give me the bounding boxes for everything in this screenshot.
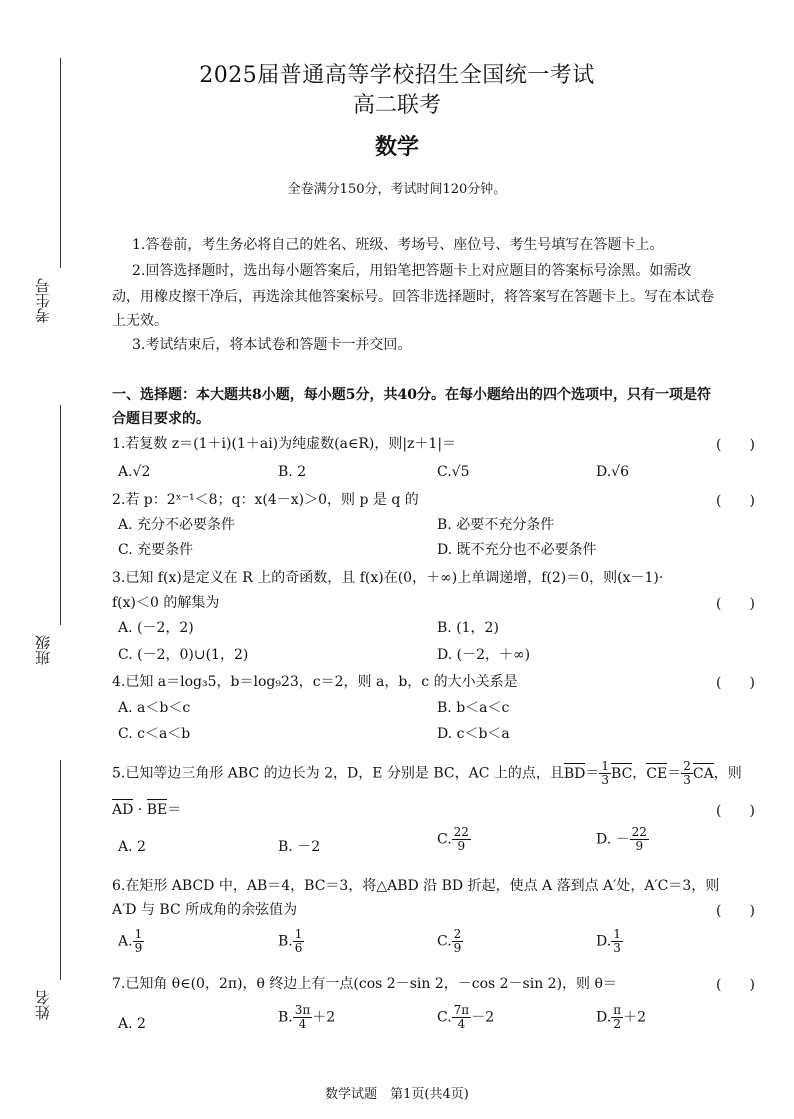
q6-stem: 6.在矩形 ABCD 中，AB＝4，BC＝3，将△ABD 沿 BD 折起，使点 A 落到点 A′处，A′C＝3，则 [112, 878, 720, 894]
margin-line-top [60, 58, 61, 268]
numerator: 22 [631, 825, 647, 839]
denominator: 9 [635, 839, 644, 853]
dot-operator: · [133, 802, 147, 818]
q2-option-a: A. 充分不必要条件 [118, 517, 236, 533]
vector-bd: BD [564, 762, 586, 786]
q1-answer-blank: ( ) [716, 437, 755, 453]
q7-answer-blank: ( ) [716, 977, 755, 993]
option-letter: A. [118, 933, 133, 950]
exam-title: 2025届普通高等学校招生全国统一考试 [199, 63, 595, 88]
q6-stem-cont: A′D 与 BC 所成角的余弦值为 [112, 902, 298, 918]
vector-bc: BC [611, 762, 632, 786]
fraction [293, 928, 305, 955]
subject-title: 数学 [374, 134, 419, 160]
q7-option-c [437, 1004, 494, 1031]
q3-option-c: C. (－2，0)∪(1，2) [118, 647, 249, 663]
option-letter: C. [437, 831, 452, 848]
q3-answer-blank: ( ) [716, 596, 755, 612]
denominator: 2 [613, 1017, 621, 1031]
note-1: 1.答卷前，考生务必将自己的姓名、班级、考场号、座位号、考生号填写在答题卡上。 [132, 237, 664, 253]
q5-stem-cont [112, 798, 712, 822]
q2-option-d: D. 既不充分也不必要条件 [437, 542, 597, 558]
fraction [611, 1004, 623, 1031]
q6-option-b [278, 928, 304, 955]
fraction [452, 928, 464, 955]
note-2: 2.回答选择题时，选出每小题答案后，用铅笔把答题卡上对应题目的答案标号涂黑。如需改 [132, 263, 692, 279]
q6-answer-blank: ( ) [716, 903, 755, 919]
denominator: 3 [601, 773, 610, 787]
numerator: 22 [453, 825, 469, 839]
q1-option-b: B. 2 [278, 464, 307, 480]
margin-line-bottom [60, 760, 61, 980]
option-suffix: ＋2 [312, 1009, 336, 1026]
denominator: 3 [683, 773, 691, 787]
q7-option-a: A. 2 [118, 1016, 146, 1032]
numerator: 1 [613, 927, 621, 941]
vector-ce: CE [646, 762, 667, 786]
option-letter: D. － [596, 831, 630, 848]
note-2-cont: 动，用橡皮擦干净后，再选涂其他答案标号。回答非选择题时，将答案写在答题卡上。写在本试卷 [112, 289, 714, 305]
option-letter: C. [437, 1009, 452, 1026]
q2-stem: 2.若 p：2ˣ⁻¹＜8；q：x(4－x)＞0，则 p 是 q 的 [112, 492, 419, 508]
section-heading-cont: 合题目要求的。 [112, 411, 210, 427]
q3-option-a: A. (－2，2) [118, 620, 194, 636]
q5-answer-blank: ( ) [716, 803, 755, 819]
denominator: 3 [613, 941, 621, 955]
option-letter: B. [278, 1009, 293, 1026]
q1-option-c: C.√5 [437, 464, 470, 480]
q1-stem: 1.若复数 z＝(1＋i)(1＋ai)为纯虚数(a∈R)，则|z＋1|＝ [112, 436, 457, 452]
fraction [630, 826, 649, 853]
equals-sign: ＝ [167, 802, 182, 818]
q5-option-a: A. 2 [118, 839, 146, 855]
option-suffix: ＋2 [623, 1009, 646, 1026]
numerator: 1 [294, 927, 303, 941]
q4-option-d: D. c＜b＜a [437, 726, 510, 742]
fraction [133, 928, 145, 955]
q3-stem: 3.已知 f(x)是定义在 R 上的奇函数，且 f(x)在(0，＋∞)上单调递增，f(2)＝0，则(x－1)· [112, 570, 664, 586]
q4-stem: 4.已知 a＝log₃5，b＝log₉23，c＝2，则 a，b，c 的大小关系是 [112, 674, 518, 690]
note-2-end: 上无效。 [112, 313, 168, 329]
q1-option-d: D.√6 [596, 464, 630, 480]
exam-subtitle: 高二联考 [352, 93, 441, 118]
numerator: 2 [683, 759, 691, 773]
numerator: 1 [601, 759, 610, 773]
fraction [611, 928, 623, 955]
option-letter: D. [596, 933, 612, 950]
page-footer: 数学试题 第1页(共4页) [325, 1087, 469, 1102]
q1-option-a: A.√2 [118, 464, 151, 480]
fraction-two-thirds [681, 760, 693, 787]
numerator: 3π [294, 1003, 311, 1017]
q6-option-d [596, 928, 623, 955]
q6-option-c [437, 928, 463, 955]
q5-option-d [596, 826, 649, 853]
margin-line-middle [60, 405, 61, 625]
q2-option-c: C. 充要条件 [118, 542, 194, 558]
equals-sign: ＝ [585, 765, 600, 782]
option-letter: D. [596, 1009, 612, 1026]
fraction [452, 1004, 472, 1031]
q7-option-d [596, 1004, 646, 1031]
fraction [452, 826, 471, 853]
q5-stem-text: 5.已知等边三角形 ABC 的边长为 2，D，E 分别是 BC，AC 上的点，且 [112, 765, 564, 782]
denominator: 9 [457, 839, 466, 853]
note-3: 3.考试结束后，将本试卷和答题卡一并交回。 [132, 337, 412, 353]
vector-ad: AD [112, 798, 133, 822]
exam-info: 全卷满分150分，考试时间120分钟。 [287, 182, 507, 197]
numerator: 7π [453, 1003, 470, 1017]
q4-option-b: B. b＜a＜c [437, 700, 510, 716]
denominator: 9 [453, 941, 462, 955]
q6-option-a [118, 928, 144, 955]
comma: ， [632, 765, 647, 782]
equals-sign: ＝ [667, 765, 682, 782]
q7-option-b [278, 1004, 335, 1031]
q3-option-d: D. (－2，＋∞) [437, 647, 531, 663]
q7-stem: 7.已知角 θ∈(0，2π)，θ 终边上有一点(cos 2－sin 2，－cos 2－sin 2)，则 θ＝ [112, 976, 617, 992]
q4-option-a: A. a＜b＜c [118, 700, 191, 716]
q5-option-b: B. －2 [278, 839, 321, 855]
q5-option-c [437, 826, 471, 853]
q2-answer-blank: ( ) [716, 493, 755, 509]
q4-answer-blank: ( ) [716, 675, 755, 691]
q3-stem-cont: f(x)＜0 的解集为 [112, 595, 220, 611]
q2-option-b: B. 必要不充分条件 [437, 517, 555, 533]
vector-be: BE [147, 798, 168, 822]
label-class: 班级 [34, 635, 52, 665]
denominator: 9 [134, 941, 143, 955]
vector-ca: CA [693, 762, 714, 786]
then-text: ，则 [713, 765, 742, 782]
q3-option-b: B. (1，2) [437, 620, 499, 636]
label-name: 姓名 [34, 990, 52, 1020]
option-letter: B. [278, 933, 293, 950]
fraction [293, 1004, 313, 1031]
numerator: 2 [453, 927, 462, 941]
q4-option-c: C. c＜a＜b [118, 726, 191, 742]
fraction-one-third [599, 760, 611, 787]
numerator: π [613, 1003, 622, 1017]
label-student-id: 考生号 [34, 278, 52, 323]
denominator: 4 [457, 1017, 466, 1031]
denominator: 4 [298, 1017, 307, 1031]
option-letter: C. [437, 933, 452, 950]
option-suffix: －2 [471, 1009, 495, 1026]
numerator: 1 [134, 927, 143, 941]
section-heading: 一、选择题：本大题共8小题，每小题5分，共40分。在每小题给出的四个选项中，只有一项是符 [112, 387, 711, 403]
denominator: 6 [294, 941, 303, 955]
q5-stem [112, 760, 772, 787]
